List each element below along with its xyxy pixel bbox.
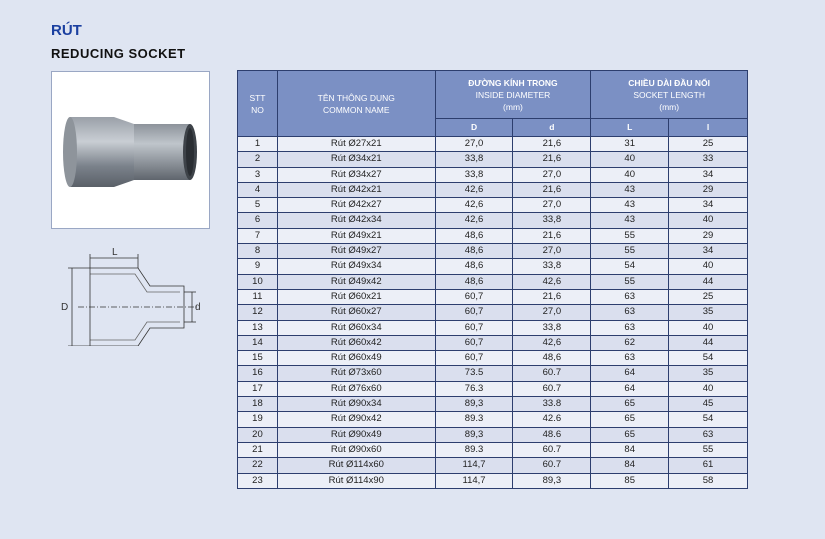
table-row [238,351,748,366]
cell-name: Rút Ø90x42 [277,412,435,427]
cell-l: 54 [669,351,748,366]
cell-name: Rút Ø42x21 [277,182,435,197]
cell-L: 40 [591,167,669,182]
page-subtitle: REDUCING SOCKET [51,46,186,61]
cell-d: 33,8 [513,259,591,274]
cell-name: Rút Ø42x27 [277,198,435,213]
cell-d: 27,0 [513,167,591,182]
cell-d: 21,6 [513,182,591,197]
cell-L: 31 [591,137,669,152]
cell-name: Rút Ø49x34 [277,259,435,274]
cell-L: 43 [591,198,669,213]
cell-D: 33,8 [435,152,513,167]
table-row [238,412,748,427]
cell-stt: 16 [238,366,278,381]
cell-stt: 10 [238,274,278,289]
spec-table [237,70,748,489]
cell-stt: 23 [238,473,278,488]
cell-name: Rút Ø90x60 [277,442,435,457]
cell-D: 42,6 [435,213,513,228]
table-row [238,473,748,488]
table-row [238,397,748,412]
cell-d: 48.6 [513,427,591,442]
cell-stt: 5 [238,198,278,213]
cell-D: 114,7 [435,473,513,488]
cell-name: Rút Ø60x27 [277,305,435,320]
cell-l: 40 [669,320,748,335]
cell-D: 60,7 [435,335,513,350]
cell-d: 60.7 [513,442,591,457]
cell-l: 34 [669,198,748,213]
cell-name: Rút Ø60x42 [277,335,435,350]
cell-stt: 18 [238,397,278,412]
cell-L: 55 [591,244,669,259]
cell-l: 58 [669,473,748,488]
cell-name: Rút Ø49x27 [277,244,435,259]
cell-L: 43 [591,213,669,228]
cell-l: 34 [669,244,748,259]
table-row [238,152,748,167]
cell-l: 45 [669,397,748,412]
cell-l: 34 [669,167,748,182]
cell-D: 89.3 [435,412,513,427]
cell-l: 35 [669,305,748,320]
cell-stt: 15 [238,351,278,366]
cell-D: 60,7 [435,351,513,366]
cell-L: 65 [591,397,669,412]
cell-l: 40 [669,213,748,228]
cell-l: 29 [669,228,748,243]
product-photo [51,71,210,229]
cell-d: 33,8 [513,213,591,228]
cell-d: 33,8 [513,320,591,335]
dim-D-label: D [61,302,69,313]
cell-L: 63 [591,289,669,304]
cell-l: 63 [669,427,748,442]
cell-l: 35 [669,366,748,381]
cell-name: Rút Ø60x49 [277,351,435,366]
cell-stt: 6 [238,213,278,228]
cell-L: 55 [591,228,669,243]
cell-L: 43 [591,182,669,197]
cell-l: 29 [669,182,748,197]
dim-L-label: L [112,247,118,258]
table-row [238,198,748,213]
cell-l: 54 [669,412,748,427]
cell-name: Rút Ø34x27 [277,167,435,182]
cell-l: 25 [669,137,748,152]
cell-d: 60.7 [513,366,591,381]
cell-d: 42,6 [513,335,591,350]
cell-stt: 21 [238,442,278,457]
cell-L: 85 [591,473,669,488]
cell-l: 61 [669,458,748,473]
page-title: RÚT [51,22,82,39]
cell-d: 21,6 [513,228,591,243]
cell-name: Rút Ø49x21 [277,228,435,243]
cell-stt: 2 [238,152,278,167]
cell-L: 84 [591,458,669,473]
table-row [238,305,748,320]
cell-l: 40 [669,259,748,274]
cell-l: 44 [669,335,748,350]
table-row [238,289,748,304]
dim-d-label: d [195,302,201,313]
cell-name: Rút Ø90x34 [277,397,435,412]
cell-d: 27,0 [513,198,591,213]
cell-L: 63 [591,351,669,366]
cell-name: Rút Ø34x21 [277,152,435,167]
cell-stt: 22 [238,458,278,473]
cell-name: Rút Ø60x34 [277,320,435,335]
cell-stt: 17 [238,381,278,396]
cell-D: 42,6 [435,182,513,197]
cell-D: 60,7 [435,305,513,320]
table-row [238,259,748,274]
col-stt-header: STT NO [238,71,278,137]
table-row [238,320,748,335]
cell-L: 63 [591,320,669,335]
cell-name: Rút Ø114x60 [277,458,435,473]
cell-D: 48,6 [435,274,513,289]
cell-stt: 14 [238,335,278,350]
cell-D: 48,6 [435,259,513,274]
table-row [238,244,748,259]
cell-d: 33.8 [513,397,591,412]
cell-name: Rút Ø90x49 [277,427,435,442]
cell-D: 73.5 [435,366,513,381]
col-socket-length-header: CHIỀU DÀI ĐẦU NỐI SOCKET LENGTH (mm) [591,71,748,119]
cell-L: 54 [591,259,669,274]
cell-D: 76.3 [435,381,513,396]
cell-name: Rút Ø27x21 [277,137,435,152]
cell-stt: 11 [238,289,278,304]
cell-d: 21,6 [513,289,591,304]
cell-stt: 4 [238,182,278,197]
cell-d: 27,0 [513,244,591,259]
cell-stt: 3 [238,167,278,182]
cell-D: 48,6 [435,244,513,259]
cell-D: 42,6 [435,198,513,213]
technical-drawing [58,246,218,346]
cell-name: Rút Ø60x21 [277,289,435,304]
cell-d: 21,6 [513,137,591,152]
cell-L: 62 [591,335,669,350]
cell-D: 48,6 [435,228,513,243]
cell-stt: 1 [238,137,278,152]
cell-l: 33 [669,152,748,167]
cell-d: 42,6 [513,274,591,289]
col-d-header: d [513,119,591,137]
col-L-header: L [591,119,669,137]
cell-L: 55 [591,274,669,289]
cell-l: 44 [669,274,748,289]
cell-stt: 7 [238,228,278,243]
cell-l: 25 [669,289,748,304]
table-row [238,274,748,289]
cell-L: 84 [591,442,669,457]
table-row [238,381,748,396]
cell-d: 42.6 [513,412,591,427]
cell-D: 89.3 [435,442,513,457]
cell-name: Rút Ø76x60 [277,381,435,396]
cell-name: Rút Ø73x60 [277,366,435,381]
cell-name: Rút Ø114x90 [277,473,435,488]
cell-l: 55 [669,442,748,457]
cell-D: 89,3 [435,427,513,442]
cell-d: 89,3 [513,473,591,488]
table-row [238,182,748,197]
table-row [238,137,748,152]
cell-stt: 19 [238,412,278,427]
table-row [238,366,748,381]
cell-D: 114,7 [435,458,513,473]
cell-D: 60,7 [435,289,513,304]
cell-name: Rút Ø42x34 [277,213,435,228]
cell-L: 40 [591,152,669,167]
table-row [238,228,748,243]
col-l-header: l [669,119,748,137]
table-row [238,458,748,473]
col-name-header: TÊN THÔNG DỤNG COMMON NAME [277,71,435,137]
cell-d: 60.7 [513,381,591,396]
table-row [238,335,748,350]
cell-l: 40 [669,381,748,396]
cell-D: 27,0 [435,137,513,152]
cell-stt: 20 [238,427,278,442]
table-row [238,427,748,442]
spec-table-body [238,137,748,489]
table-row [238,167,748,182]
cell-D: 89,3 [435,397,513,412]
cell-L: 64 [591,366,669,381]
cell-stt: 12 [238,305,278,320]
table-row [238,213,748,228]
cell-L: 64 [591,381,669,396]
col-D-header: D [435,119,513,137]
cell-stt: 9 [238,259,278,274]
table-row [238,442,748,457]
cell-D: 60,7 [435,320,513,335]
cell-D: 33,8 [435,167,513,182]
cell-name: Rút Ø49x42 [277,274,435,289]
cell-L: 63 [591,305,669,320]
col-inside-diameter-header: ĐƯỜNG KÍNH TRONG INSIDE DIAMETER (mm) [435,71,591,119]
cell-L: 65 [591,427,669,442]
cell-d: 27,0 [513,305,591,320]
cell-stt: 13 [238,320,278,335]
cell-L: 65 [591,412,669,427]
cell-stt: 8 [238,244,278,259]
cell-d: 60.7 [513,458,591,473]
cell-d: 48,6 [513,351,591,366]
cell-d: 21,6 [513,152,591,167]
